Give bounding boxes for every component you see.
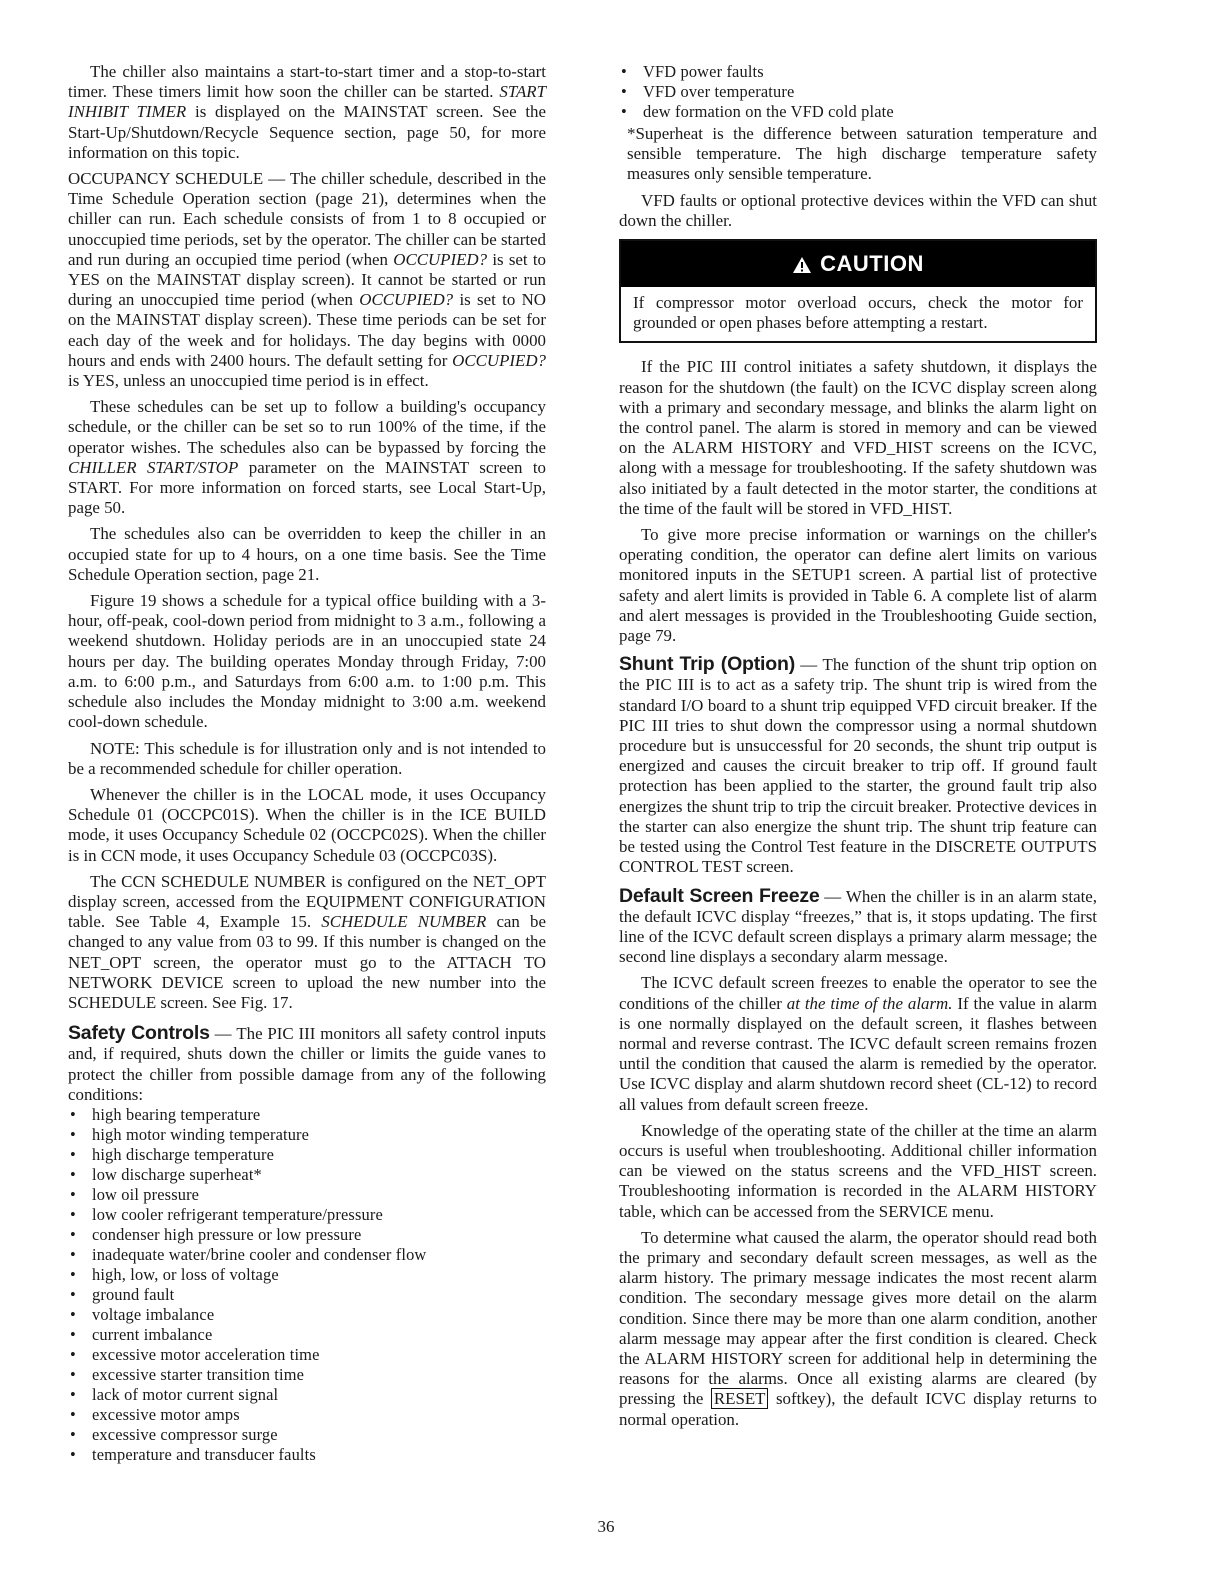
paragraph-screen-freeze-conditions: The ICVC default screen freezes to enable the operator to see the conditions of the chiller at the time of the alarm. If the value in alarm is one normally displayed on the default screen, it flashes between normal and reverse contrast. The ICVC default screen remains frozen until the condition that caused the alarm is remedied by the operator. Use ICVC display and alarm shutdown record sheet (CL-12) to record all values from default screen freeze. — [619, 973, 1097, 1114]
list-item: • ground fault — [68, 1285, 546, 1305]
paragraph-note: NOTE: This schedule is for illustration only and is not intended to be a recommended schedule for chiller operation. — [68, 738, 546, 778]
paragraph-vfd-faults: VFD faults or optional protective devices within the VFD can shut down the chiller. — [619, 190, 1097, 230]
caution-title: CAUTION — [820, 251, 924, 277]
list-item: • inadequate water/brine cooler and condenser flow — [68, 1245, 546, 1265]
paragraph-figure-19: Figure 19 shows a schedule for a typical office building with a 3-hour, off-peak, cool-down period from midnight to 3 a.m., following a weekend shutdown. Holiday periods are in an unoccupied state 24 hours per day. The building operates Monday through Friday, 7:00 a.m. to 6:00 p.m., and Saturdays from 6:00 a.m. to 1:00 p.m. This schedule also includes the Monday midnight to 3:00 a.m. weekend cool-down schedule. — [68, 591, 546, 732]
superheat-footnote: *Superheat is the difference between saturation temperature and sensible temperature. The high discharge temperature safety measures only sensible temperature. — [627, 124, 1097, 184]
paragraph-knowledge: Knowledge of the operating state of the chiller at the time an alarm occurs is useful when troubleshooting. Additional chiller information can be viewed on the status screens and the VFD_HIST screen. Troubleshooting information is recorded in the ALARM HISTORY table, which can be accessed from the SERVICE menu. — [619, 1120, 1097, 1221]
paragraph-schedules-override: The schedules also can be overridden to keep the chiller in an occupied state for up to 4 hours, on a one time basis. See the Time Schedule Operation section, page 21. — [68, 524, 546, 584]
paragraph-default-screen-freeze: Default Screen Freeze — When the chiller is in an alarm state, the default ICVC display “freezes,” that is, it stops updating. The first line of the ICVC default screen displays a primary alarm message; the second line displays a secondary alarm message. — [619, 884, 1097, 967]
list-item: • low discharge superheat* — [68, 1165, 546, 1185]
left-column — [68, 62, 546, 1471]
paragraph-alert-limits: To give more precise information or warnings on the chiller's operating condition, the operator can define alert limits on various monitored inputs in the SETUP1 screen. A partial list of protective safety and alert limits is provided in Table 6. A complete list of alarm and alert messages is provided in the Troubleshooting Guide section, page 79. — [619, 525, 1097, 646]
list-item: • high bearing temperature — [68, 1105, 546, 1125]
paragraph-start-timers: The chiller also maintains a start-to-start timer and a stop-to-start timer. These timers limit how soon the chiller can be started. START INHIBIT TIMER is displayed on the MAINSTAT screen. See the Start-Up/Shutdown/Recycle Sequence section, page 50, for more information on this topic. — [68, 62, 546, 162]
list-item: • excessive starter transition time — [68, 1365, 546, 1385]
paragraph-ccn-schedule: The CCN SCHEDULE NUMBER is configured on the NET_OPT display screen, accessed from the EQUIPMENT CONFIGURATION table. See Table 4, Example 15. SCHEDULE NUMBER can be changed to any value from 03 to 99. If this number is changed on the NET_OPT screen, the operator must go to the ATTACH TO NETWORK DEVICE screen to upload the new number into the SCHEDULE screen. See Fig. 17. — [68, 871, 546, 1012]
paragraph-schedules-setup: These schedules can be set up to follow a building's occupancy schedule, or the chiller can be set so to run 100% of the time, if the operator wishes. The schedules also can be bypassed by forcing the CHILLER START/STOP parameter on the MAINSTAT screen to START. For more information on forced starts, see Local Start-Up, page 50. — [68, 397, 546, 518]
occupancy-heading: OCCUPANCY SCHEDULE — [68, 169, 264, 189]
paragraph-safety-shutdown: If the PIC III control initiates a safety shutdown, it displays the reason for the shutdown (the fault) on the ICVC display screen along with a primary and secondary message, and blinks the alarm light on the control panel. The alarm is stored in memory and can be viewed on the ALARM HISTORY and VFD_HIST screens on the ICVC, along with a message for troubleshooting. If the safety shutdown was also initiated by a fault detected in the motor starter, the conditions at the time of the fault will be stored in VFD_HIST. — [619, 357, 1097, 518]
list-item: • current imbalance — [68, 1325, 546, 1345]
list-item: • high motor winding temperature — [68, 1125, 546, 1145]
default-screen-freeze-heading: Default Screen Freeze — [619, 884, 820, 907]
list-item: • condenser high pressure or low pressure — [68, 1225, 546, 1245]
right-column — [619, 62, 1097, 1436]
list-item: • high, low, or loss of voltage — [68, 1265, 546, 1285]
list-item: • voltage imbalance — [68, 1305, 546, 1325]
list-item: • dew formation on the VFD cold plate — [619, 102, 1097, 122]
paragraph-shunt-trip: Shunt Trip (Option) — The function of the shunt trip option on the PIC III is to act as a safety trip. The shunt trip is wired from the standard I/O board to a shunt trip equipped VFD circuit breaker. If the PIC III tries to shut down the compressor using a normal shutdown procedure but is unsuccessful for 20 seconds, the shunt trip output is energized and causes the circuit breaker to trip off. If ground fault protection has been applied to the starter, the ground fault trip also energizes the shunt trip to trip the circuit breaker. Protective devices in the starter can also energize the shunt trip. The shunt trip feature can be tested using the Control Test feature in the DISCRETE OUTPUTS CONTROL TEST screen. — [619, 653, 1097, 877]
list-item: • low oil pressure — [68, 1185, 546, 1205]
shunt-trip-heading: Shunt Trip (Option) — [619, 653, 795, 676]
list-item: • excessive motor amps — [68, 1405, 546, 1425]
list-item: • lack of motor current signal — [68, 1385, 546, 1405]
caution-text: If compressor motor overload occurs, check the motor for grounded or open phases before attempting a restart. — [633, 293, 1083, 333]
list-item: • low cooler refrigerant temperature/pressure — [68, 1205, 546, 1225]
list-item: • temperature and transducer faults — [68, 1445, 546, 1465]
list-item: • VFD power faults — [619, 62, 1097, 82]
warning-triangle-icon — [792, 256, 812, 274]
paragraph-occupancy-schedule: OCCUPANCY SCHEDULE — The chiller schedule, described in the Time Schedule Operation section (page 21), determines when the chiller can run. Each schedule consists of from 1 to 8 occupied or unoccupied time periods, set by the operator. The chiller can be started and run during an occupied time period (when OCCUPIED? is set to YES on the MAINSTAT display screen). It cannot be started or run during an unoccupied time period (when OCCUPIED? is set to NO on the MAINSTAT display screen). These time periods can be set for each day of the week and for holidays. The day begins with 0000 hours and ends with 2400 hours. The default setting for OCCUPIED? is YES, unless an unoccupied time period is in effect. — [68, 169, 547, 391]
list-item: • VFD over temperature — [619, 82, 1097, 102]
caution-box — [619, 239, 1097, 343]
vfd-conditions-list — [619, 62, 1097, 122]
list-item: • excessive motor acceleration time — [68, 1345, 546, 1365]
safety-controls-heading: Safety Controls — [68, 1022, 210, 1045]
list-item: • high discharge temperature — [68, 1145, 546, 1165]
safety-conditions-list — [68, 1105, 546, 1465]
reset-softkey-label: RESET — [711, 1388, 769, 1409]
paragraph-safety-controls: Safety Controls — The PIC III monitors all safety control inputs and, if required, shuts down the chiller or limits the guide vanes to protect the chiller from possible damage from any of the following conditions: — [68, 1022, 547, 1104]
paragraph-determine-alarm: To determine what caused the alarm, the operator should read both the primary and secondary default screen messages, as well as the alarm history. The primary message indicates the most recent alarm condition. The secondary message gives more detail on the alarm condition. Since there may be more than one alarm condition, another alarm message may appear after the first condition is cleared. Check the ALARM HISTORY screen for additional help in determining the reasons for the alarms. Once all existing alarms are cleared (by pressing the RESET softkey), the default ICVC display returns to normal operation. — [619, 1227, 1097, 1429]
list-item: • excessive compressor surge — [68, 1425, 546, 1445]
paragraph-modes: Whenever the chiller is in the LOCAL mode, it uses Occupancy Schedule 01 (OCCPC01S). When the chiller is in the ICE BUILD mode, it uses Occupancy Schedule 02 (OCCPC02S). When the chiller is in CCN mode, it uses Occupancy Schedule 03 (OCCPC03S). — [68, 784, 546, 865]
caution-header — [621, 241, 1095, 287]
page-number: 36 — [597, 1517, 615, 1536]
